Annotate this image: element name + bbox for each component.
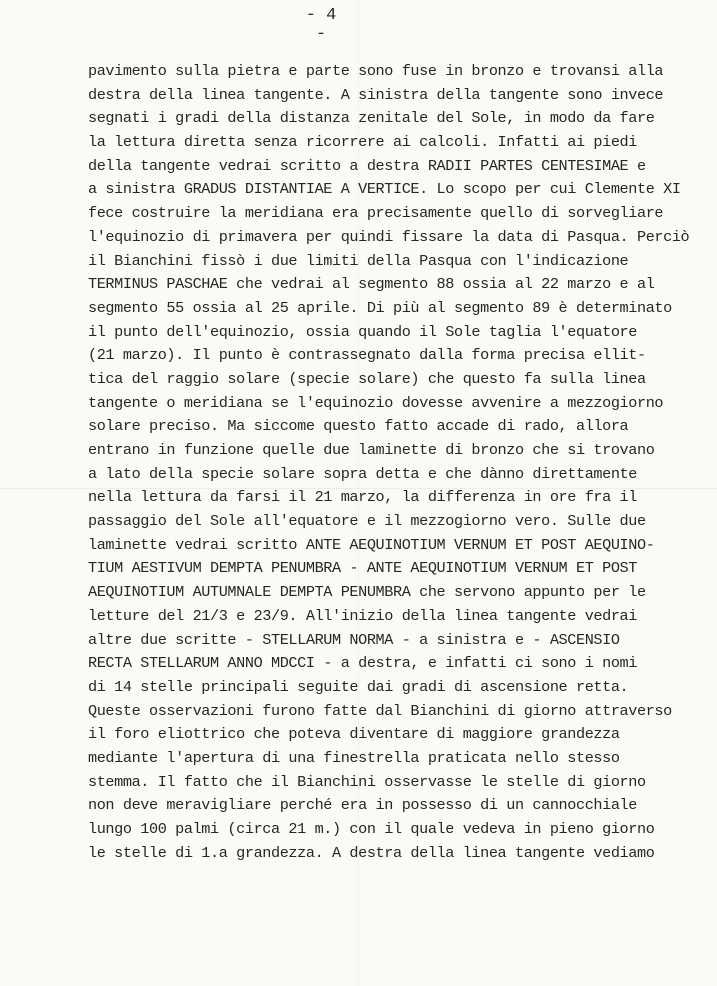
text-line: TERMINUS PASCHAE che vedrai al segmento 88 ossia al 22 marzo e al	[88, 275, 655, 294]
text-line: lungo 100 palmi (circa 21 m.) con il quale vedeva in pieno giorno	[88, 820, 655, 838]
text-line: a sinistra GRADUS DISTANTIAE A VERTICE. Lo scopo per cui Clemente XI	[88, 180, 681, 199]
text-line: il Bianchini fissò i due limiti della Pasqua con l'indicazione	[88, 251, 629, 270]
text-line: il punto dell'equinozio, ossia quando il Sole taglia l'equatore	[88, 322, 637, 341]
text-line: della tangente vedrai scritto a destra RADII PARTES CENTESIMAE e	[88, 156, 646, 175]
text-line: mediante l'apertura di una finestrella praticata nello stesso	[88, 748, 620, 767]
text-line: altre due scritte - STELLARUM NORMA - a sinistra e - ASCENSIO	[88, 630, 620, 649]
text-line: le stelle di 1.a grandezza. A destra della linea tangente vediamo	[88, 843, 655, 862]
text-line: fece costruire la meridiana era precisamente quello di sorvegliare	[88, 204, 664, 223]
text-line: entrano in funzione quelle due laminette di bronzo che si trovano	[88, 441, 655, 459]
text-line: Queste osservazioni furono fatte dal Bianchini di giorno attraverso	[88, 701, 672, 720]
text-line: TIUM AESTIVUM DEMPTA PENUMBRA - ANTE AEQUINOTIUM VERNUM ET POST	[88, 559, 637, 578]
text-line: segnati i gradi della distanza zenitale del Sole, in modo da fare	[88, 109, 655, 128]
text-line: tangente o meridiana se l'equinozio dovesse avvenire a mezzogiorno	[88, 393, 664, 412]
text-line: letture del 21/3 e 23/9. All'inizio della linea tangente vedrai	[88, 606, 637, 625]
text-line: l'equinozio di primavera per quindi fissare la data di Pasqua. Perciò	[88, 227, 690, 246]
text-line: destra della linea tangente. A sinistra della tangente sono invece	[88, 85, 664, 104]
text-line: (21 marzo). Il punto è contrassegnato dalla forma precisa ellit-	[88, 346, 646, 365]
text-line: non deve meravigliare perché era in possesso di un cannocchiale	[88, 796, 637, 815]
text-line: laminette vedrai scritto ANTE AEQUINOTIUM VERNUM ET POST AEQUINO-	[88, 535, 655, 554]
text-line: stemma. Il fatto che il Bianchini osservasse le stelle di giorno	[88, 772, 646, 791]
text-line: AEQUINOTIUM AUTUMNALE DEMPTA PENUMBRA che servono appunto per le	[88, 583, 646, 602]
text-line: segmento 55 ossia al 25 aprile. Di più al segmento 89 è determinato	[88, 298, 672, 317]
text-line: pavimento sulla pietra e parte sono fuse in bronzo e trovansi alla	[88, 62, 664, 80]
body-text	[88, 60, 688, 865]
text-line: passaggio del Sole all'equatore e il mezzogiorno vero. Sulle due	[88, 512, 646, 531]
text-line: solare preciso. Ma siccome questo fatto accade di rado, allora	[88, 417, 629, 436]
text-line: di 14 stelle principali seguite dai gradi di ascensione retta.	[88, 677, 629, 696]
page-number: - 4 -	[305, 6, 337, 44]
text-line: nella lettura da farsi il 21 marzo, la differenza in ore fra il	[88, 488, 637, 507]
text-line: RECTA STELLARUM ANNO MDCCI - a destra, e infatti ci sono i nomi	[88, 654, 637, 673]
text-line: la lettura diretta senza ricorrere ai calcoli. Infatti ai piedi	[88, 133, 637, 152]
text-line: a lato della specie solare sopra detta e che dànno direttamente	[88, 464, 637, 483]
text-line: tica del raggio solare (specie solare) che questo fa sulla linea	[88, 369, 646, 388]
text-line: il foro eliottrico che poteva diventare di maggiore grandezza	[88, 725, 620, 744]
